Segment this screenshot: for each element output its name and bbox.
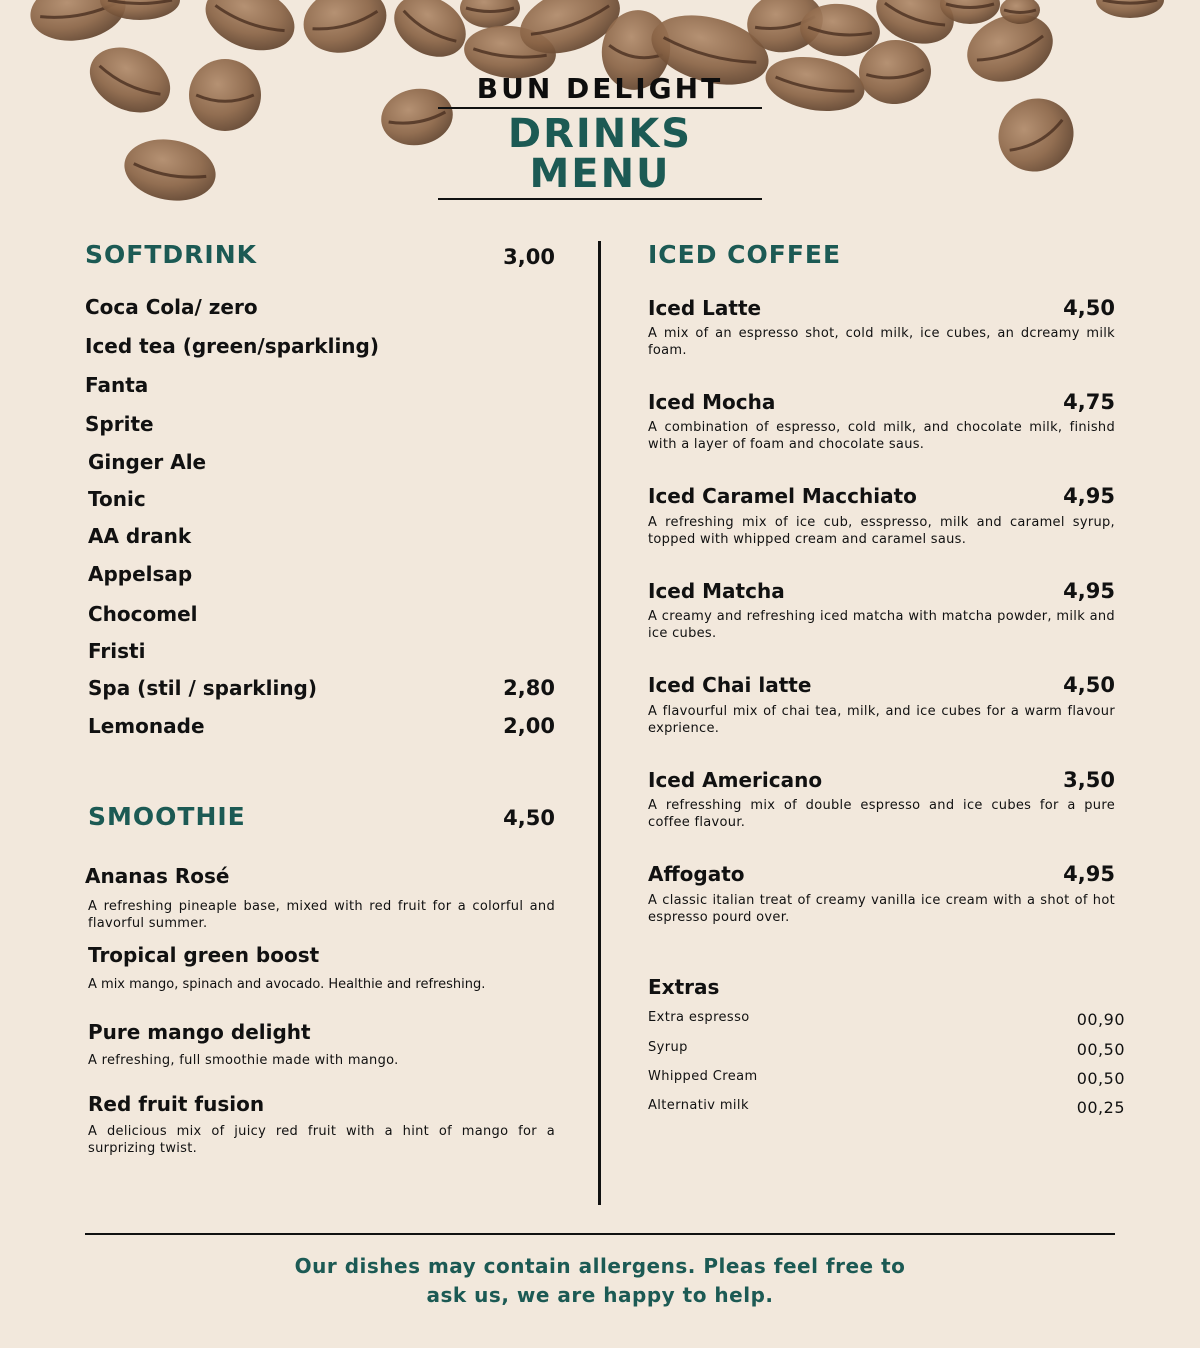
iced-coffee-item-price: 4,75 — [1063, 390, 1115, 414]
softdrink-item: Chocomel — [88, 602, 198, 626]
title-line1: DRINKS — [507, 111, 693, 157]
iced-coffee-item-price: 4,95 — [1063, 579, 1115, 603]
iced-coffee-item-desc: A creamy and refreshing iced matcha with matcha powder, milk and ice cubes. — [648, 609, 1115, 641]
softdrink-item: Ginger Ale — [88, 450, 207, 474]
allergen-notice — [200, 1252, 1000, 1310]
softdrink-item: Iced tea (green/sparkling) — [85, 334, 380, 358]
iced-coffee-item-name: Iced Americano — [648, 768, 823, 792]
iced-coffee-item-name: Iced Mocha — [648, 390, 776, 414]
extras-title: Extras — [648, 975, 720, 999]
smoothie-price: 4,50 — [503, 806, 555, 830]
iced-coffee-item-price: 4,50 — [1063, 673, 1115, 697]
iced-coffee-item-desc: A combination of espresso, cold milk, and chocolate milk, finishd with a layer of foam and chocolate saus. — [648, 420, 1115, 452]
coffee-bean — [460, 0, 520, 28]
extra-item-price: 00,50 — [1076, 1040, 1125, 1059]
smoothie-item-desc: A mix mango, spinach and avocado. Healthie and refreshing. — [88, 977, 486, 992]
column-divider — [598, 241, 601, 1205]
softdrink-price: 3,00 — [503, 245, 555, 269]
softdrink-item: Spa (stil / sparkling) — [88, 676, 318, 700]
extra-item-price: 00,25 — [1076, 1098, 1125, 1117]
footer-rule — [85, 1233, 1115, 1235]
softdrink-item-price: 2,80 — [503, 676, 555, 700]
extra-item-name: Alternativ milk — [648, 1098, 749, 1113]
iced-coffee-item-price: 3,50 — [1063, 768, 1115, 792]
coffee-bean — [761, 50, 869, 119]
smoothie-item-name: Tropical green boost — [88, 943, 320, 967]
softdrink-item: Coca Cola/ zero — [85, 295, 258, 319]
smoothie-item-desc: A delicious mix of juicy red fruit with a hint of mango for a surprizing twist. — [88, 1124, 555, 1156]
iced-coffee-item-price: 4,95 — [1063, 484, 1115, 508]
iced-coffee-title: ICED COFFEE — [648, 240, 842, 269]
smoothie-item-desc: A refreshing pineaple base, mixed with red fruit for a colorful and flavorful summer. — [88, 899, 555, 931]
iced-coffee-item-desc: A refresshing mix of double espresso and ice cubes for a pure coffee flavour. — [648, 798, 1115, 830]
title-line2: MENU — [529, 151, 671, 197]
coffee-bean — [1096, 0, 1164, 18]
allergen-notice-line2: ask us, we are happy to help. — [426, 1283, 774, 1307]
iced-coffee-item-name: Iced Chai latte — [648, 673, 812, 697]
iced-coffee-item-desc: A mix of an espresso shot, cold milk, ice cubes, an dcreamy milk foam. — [648, 326, 1115, 358]
smoothie-item-desc: A refreshing, full smoothie made with mango. — [88, 1053, 399, 1068]
smoothie-item-name: Red fruit fusion — [88, 1092, 265, 1116]
smoothie-title: SMOOTHIE — [88, 802, 246, 831]
softdrink-item: Sprite — [85, 412, 154, 436]
softdrink-item: Fanta — [85, 373, 149, 397]
smoothie-item-name: Pure mango delight — [88, 1020, 311, 1044]
softdrink-item: AA drank — [88, 524, 192, 548]
extra-item-name: Syrup — [648, 1040, 688, 1055]
coffee-bean — [119, 132, 220, 207]
iced-coffee-item-desc: A classic italian treat of creamy vanilla ice cream with a shot of hot espresso pourd over. — [648, 893, 1115, 925]
allergen-notice-line1: Our dishes may contain allergens. Pleas feel free to — [294, 1254, 906, 1278]
brand-name: BUN DELIGHT — [476, 72, 724, 105]
iced-coffee-item-desc: A flavourful mix of chai tea, milk, and ice cubes for a warm flavour exprience. — [648, 704, 1115, 736]
iced-coffee-item-name: Iced Caramel Macchiato — [648, 484, 917, 508]
coffee-bean — [296, 0, 394, 62]
smoothie-item-name: Ananas Rosé — [85, 864, 230, 888]
coffee-bean — [985, 85, 1087, 185]
iced-coffee-item-name: Affogato — [648, 862, 745, 886]
softdrink-item: Lemonade — [88, 714, 205, 738]
softdrink-item: Tonic — [88, 487, 146, 511]
iced-coffee-item-name: Iced Latte — [648, 296, 762, 320]
extra-item-price: 00,50 — [1076, 1069, 1125, 1088]
softdrink-item: Appelsap — [88, 562, 193, 586]
softdrink-item-price: 2,00 — [503, 714, 555, 738]
iced-coffee-item-price: 4,95 — [1063, 862, 1115, 886]
iced-coffee-item-price: 4,50 — [1063, 296, 1115, 320]
menu-title — [400, 111, 800, 197]
extra-item-name: Whipped Cream — [648, 1069, 758, 1084]
extra-item-price: 00,90 — [1076, 1010, 1125, 1029]
iced-coffee-item-desc: A refreshing mix of ice cub, esspresso, milk and caramel syrup, topped with whipped cream and caramel saus. — [648, 515, 1115, 547]
softdrink-title: SOFTDRINK — [85, 240, 257, 269]
extra-item-name: Extra espresso — [648, 1010, 750, 1025]
coffee-bean — [79, 35, 180, 125]
header-top-rule — [438, 107, 762, 109]
iced-coffee-item-name: Iced Matcha — [648, 579, 785, 603]
header-bottom-rule — [438, 198, 762, 200]
coffee-bean — [197, 0, 304, 62]
softdrink-item: Fristi — [88, 639, 146, 663]
coffee-bean — [189, 59, 261, 131]
